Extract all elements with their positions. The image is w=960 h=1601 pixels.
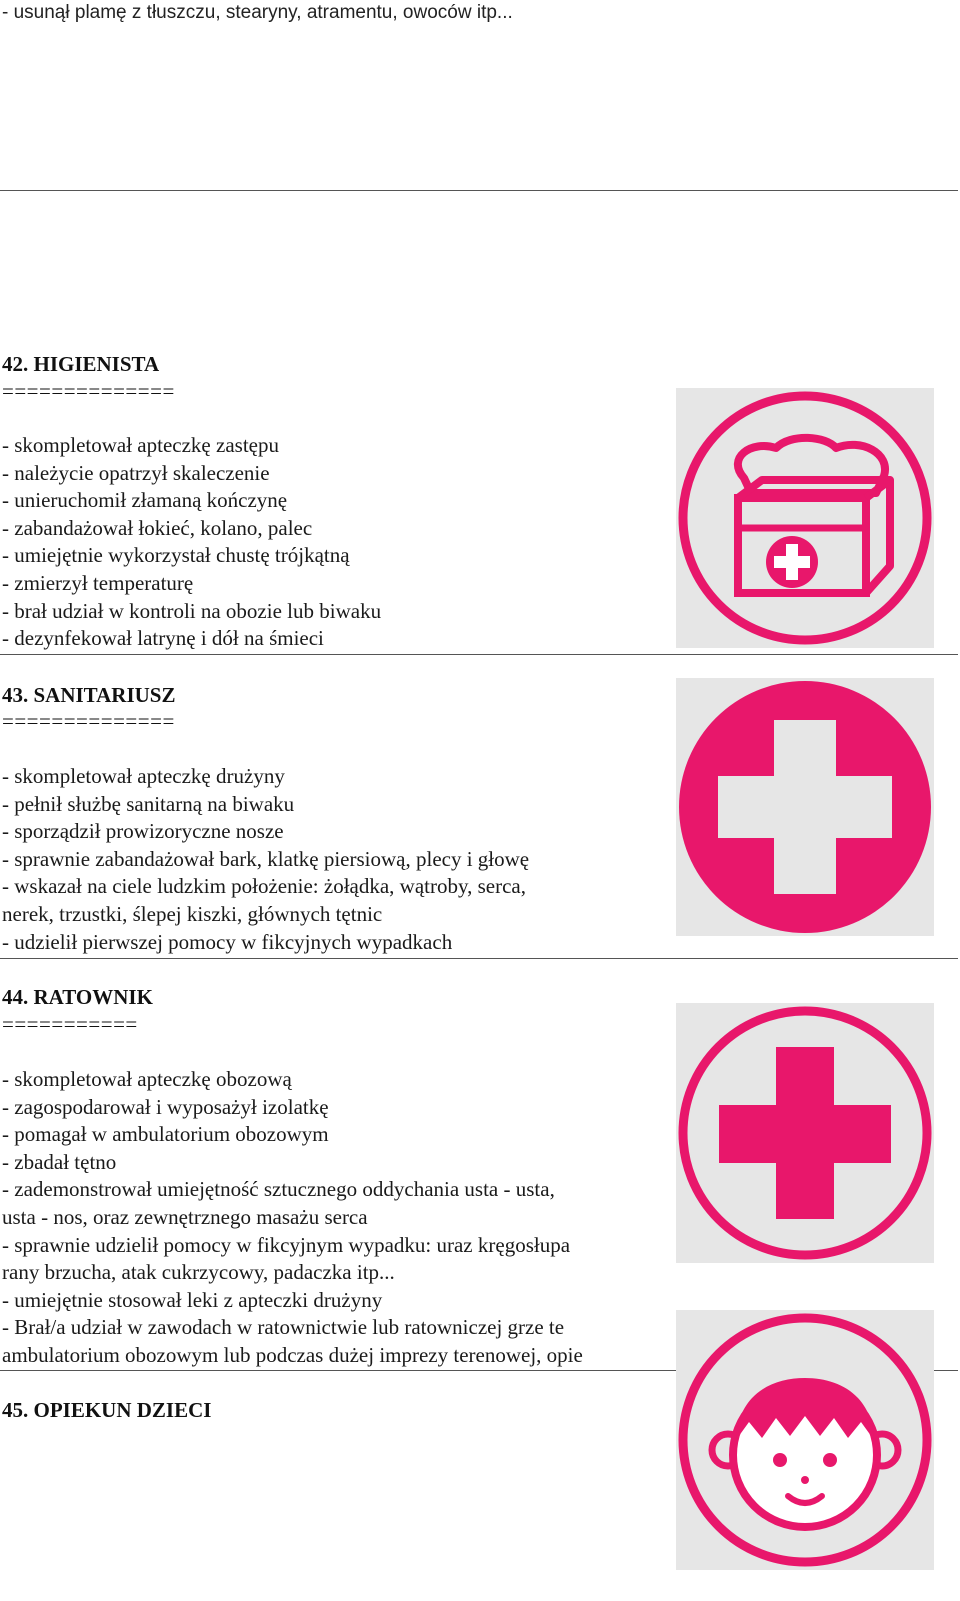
list-item: - zademonstrował umiejętność sztucznego oddychania usta - usta, <box>2 1177 555 1202</box>
divider <box>0 190 958 191</box>
list-item: - brał udział w kontroli na obozie lub biwaku <box>2 598 382 623</box>
divider <box>0 654 958 655</box>
list-item: - zabandażował łokieć, kolano, palec <box>2 515 313 540</box>
list-item: - sprawnie zabandażował bark, klatkę piersiową, plecy i głowę <box>2 846 530 871</box>
list-item: - udzielił pierwszej pomocy w fikcyjnych wypadkach <box>2 929 453 954</box>
list-item: - sprawnie udzielił pomocy w fikcyjnym wypadku: uraz kręgosłupa <box>2 1232 571 1257</box>
section-title-higienista: 42. HIGIENISTA <box>2 352 160 376</box>
title-underline: ============== <box>2 379 175 403</box>
list-item: - umiejętnie stosował leki z apteczki drużyny <box>2 1287 383 1312</box>
requirements-list-sanitariusz <box>2 763 529 956</box>
list-item: - skompletował apteczkę obozową <box>2 1067 292 1091</box>
section-title-sanitariusz: 43. SANITARIUSZ <box>2 683 176 707</box>
list-item: - Brał/a udział w zawodach w ratownictwie lub ratowniczej grze te <box>2 1315 565 1340</box>
previous-section-last-item: - usunął plamę z tłuszczu, stearyny, atramentu, owoców itp... <box>2 2 513 23</box>
list-item: - wskazał na ciele ludzkim położenie: żołądka, wątroby, serca, <box>2 874 526 899</box>
list-item: - zagospodarował i wyposażył izolatkę <box>2 1094 329 1119</box>
list-item: - należycie opatrzył skaleczenie <box>2 460 270 485</box>
list-item: usta - nos, oraz zewnętrznego masażu serca <box>2 1204 368 1229</box>
list-item: - zmierzył temperaturę <box>2 570 194 595</box>
list-item: - zbadał tętno <box>2 1149 117 1174</box>
red-cross-outline-icon <box>676 1003 934 1263</box>
red-cross-filled-icon <box>676 678 934 936</box>
requirements-list-higienista <box>2 432 381 653</box>
list-item: ambulatorium obozowym lub podczas dużej imprezy terenowej, opie <box>2 1342 583 1367</box>
section-title-ratownik: 44. RATOWNIK <box>2 985 153 1009</box>
first-aid-kit-icon <box>676 388 934 648</box>
list-item: - skompletował apteczkę zastępu <box>2 433 279 457</box>
list-item: - skompletował apteczkę drużyny <box>2 764 285 788</box>
list-item: rany brzucha, atak cukrzycowy, padaczka itp... <box>2 1260 395 1285</box>
list-item: - dezynfekował latrynę i dół na śmieci <box>2 626 324 651</box>
list-item: nerek, trzustki, ślepej kiszki, głównych tętnic <box>2 901 383 926</box>
title-underline: ============== <box>2 709 175 733</box>
list-item: - umiejętnie wykorzystał chustę trójkątną <box>2 543 350 568</box>
divider <box>0 958 958 959</box>
list-item: - pomagał w ambulatorium obozowym <box>2 1122 329 1147</box>
list-item: - sporządził prowizoryczne nosze <box>2 819 284 844</box>
child-face-icon <box>676 1310 934 1570</box>
requirements-list-ratownik <box>2 1066 583 1370</box>
list-item: - pełnił służbę sanitarną na biwaku <box>2 791 295 816</box>
title-underline: =========== <box>2 1012 138 1036</box>
section-title-opiekun-dzieci: 45. OPIEKUN DZIECI <box>2 1398 212 1422</box>
list-item: - unieruchomił złamaną kończynę <box>2 488 288 513</box>
